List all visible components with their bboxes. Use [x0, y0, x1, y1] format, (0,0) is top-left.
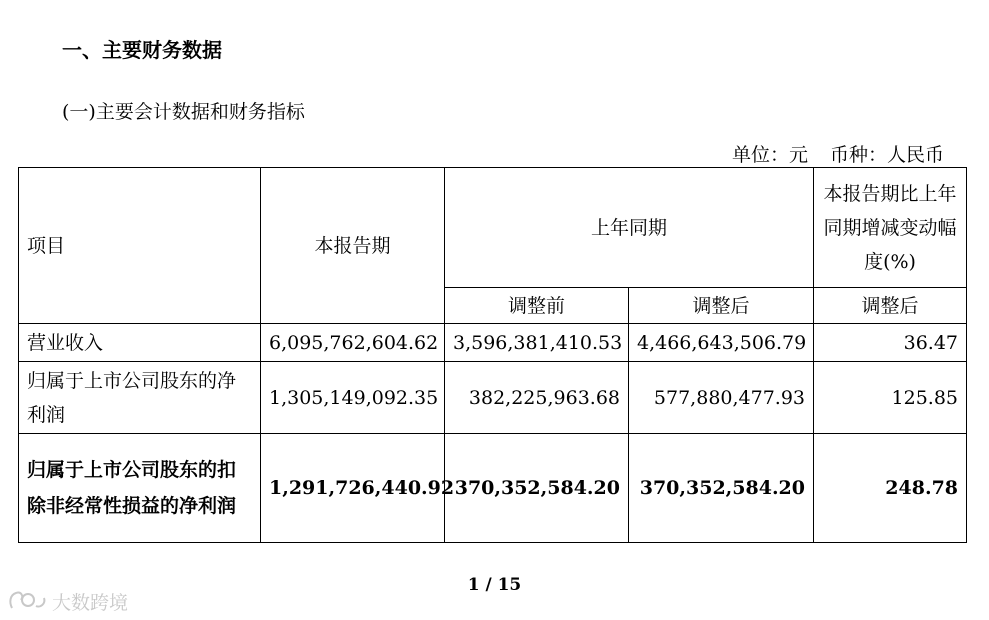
- unit-currency-line: [732, 140, 944, 167]
- row-before: 370,352,584.20: [445, 434, 629, 543]
- row-after: 577,880,477.93: [629, 362, 814, 434]
- table-row: [19, 434, 967, 543]
- row-change: 36.47: [814, 324, 967, 362]
- currency-label: 币种：人民币: [829, 144, 944, 166]
- header-item: 项目: [19, 168, 261, 324]
- row-after: 370,352,584.20: [629, 434, 814, 543]
- watermark-logo-icon: [8, 590, 48, 617]
- row-item: 营业收入: [19, 324, 261, 362]
- row-current: 1,305,149,092.35: [261, 362, 445, 434]
- row-item: 归属于上市公司股东的净利润: [19, 362, 261, 434]
- table-row: [19, 362, 967, 434]
- header-prior-year: 上年同期: [445, 168, 814, 288]
- table-header-row: [19, 168, 967, 288]
- row-current: 1,291,726,440.92: [261, 434, 445, 543]
- subheader-change-after: 调整后: [814, 288, 967, 324]
- subheader-after: 调整后: [629, 288, 814, 324]
- header-change: 本报告期比上年同期增减变动幅度(%): [814, 168, 967, 288]
- row-after: 4,466,643,506.79: [629, 324, 814, 362]
- row-before: 382,225,963.68: [445, 362, 629, 434]
- row-change: 125.85: [814, 362, 967, 434]
- table-row: [19, 324, 967, 362]
- header-current-period: 本报告期: [261, 168, 445, 324]
- row-change: 248.78: [814, 434, 967, 543]
- row-item: 归属于上市公司股东的扣除非经常性损益的净利润: [19, 434, 261, 543]
- financial-data-table: [18, 167, 967, 543]
- subheader-before: 调整前: [445, 288, 629, 324]
- row-current: 6,095,762,604.62: [261, 324, 445, 362]
- unit-label: 单位：元: [731, 144, 808, 166]
- subsection-heading: (一)主要会计数据和财务指标: [62, 101, 305, 123]
- row-before: 3,596,381,410.53: [445, 324, 629, 362]
- section-heading: 一、主要财务数据: [62, 38, 222, 62]
- watermark-text: 大数跨境: [52, 592, 129, 614]
- watermark: [8, 588, 128, 617]
- page-indicator: 1 / 15: [467, 575, 522, 595]
